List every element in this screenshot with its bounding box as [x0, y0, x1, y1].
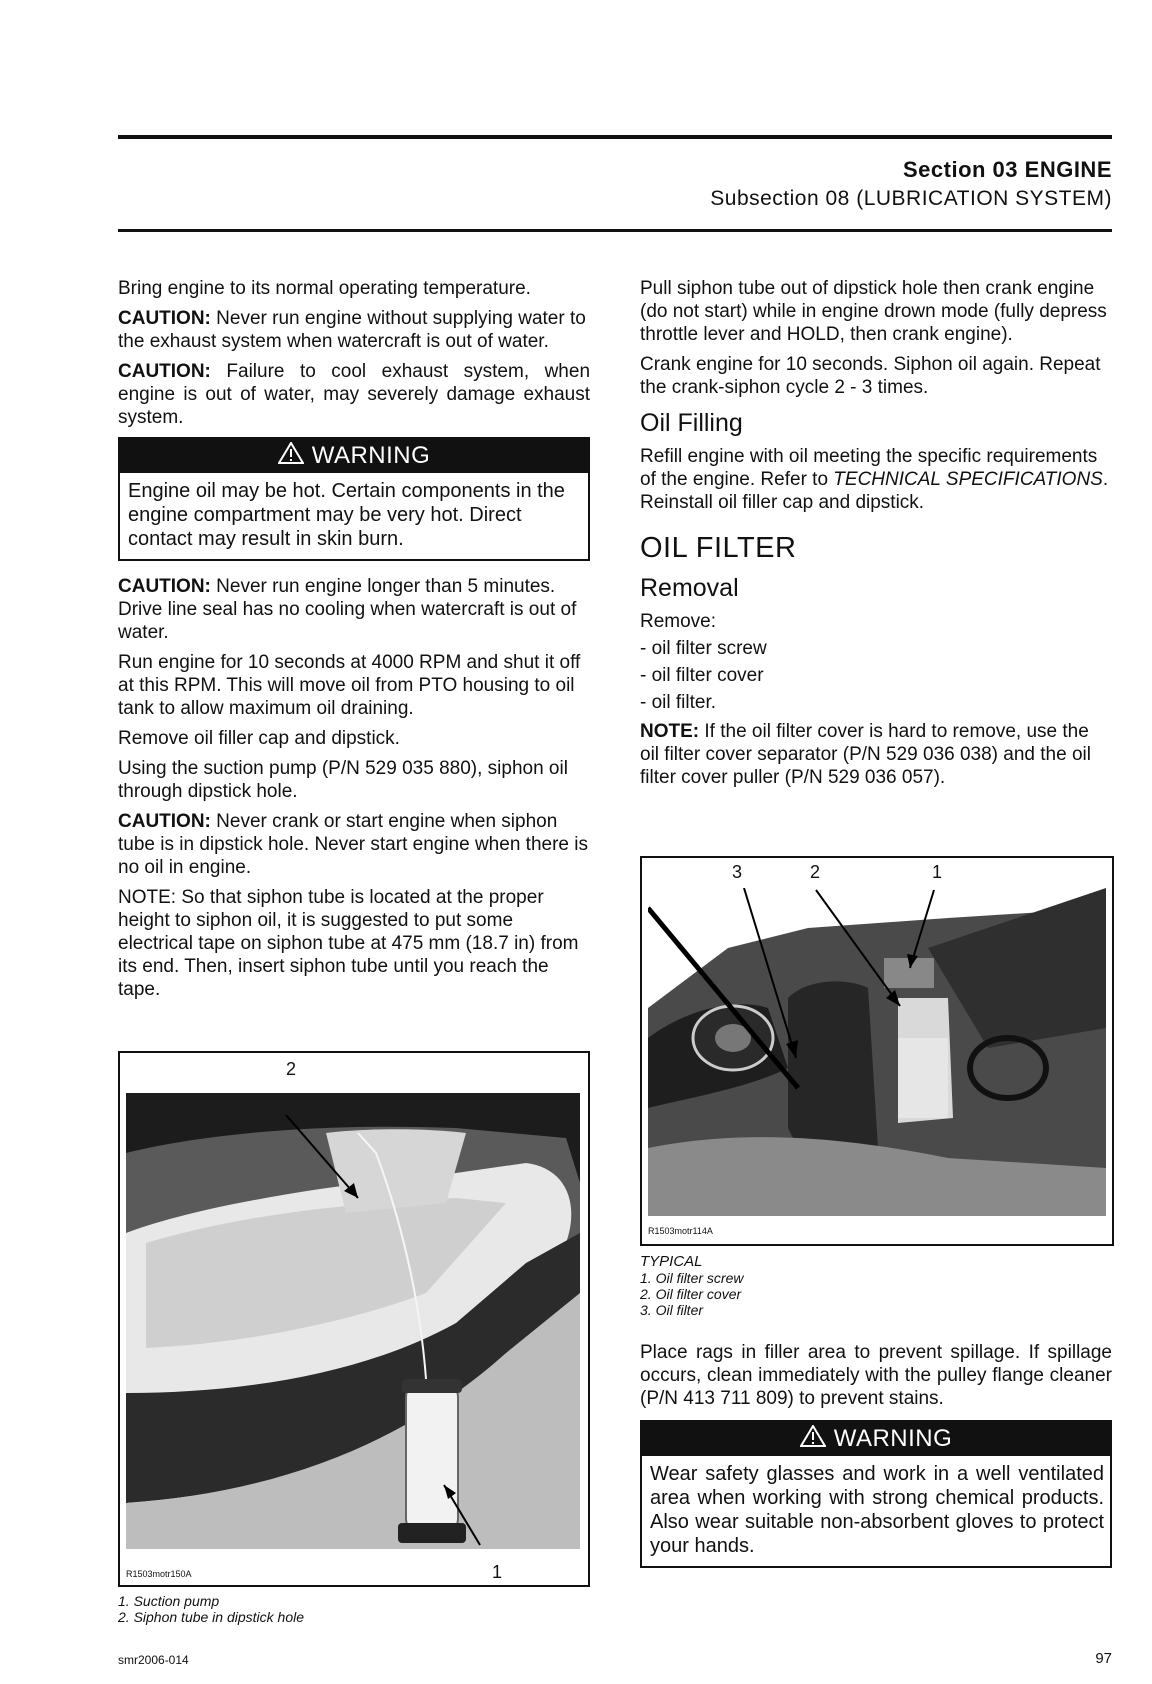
text-span: . Reinstall oil filler cap and dipstick.: [640, 469, 1109, 513]
heading-oil-filling: Oil Filling: [640, 409, 743, 437]
text-span: Refill engine with oil meeting the specific requirements of the engine. Refer to: [640, 446, 1098, 490]
watercraft-photo: [126, 1093, 580, 1549]
note-text: If the oil filter cover is hard to remove, use the oil filter cover separator (P/N 529 036 038) and the oil filter cover puller (P/N 529 036 057).: [640, 721, 1091, 788]
footer-doc-code: smr2006-014: [118, 1653, 189, 1667]
remove-label: Remove:: [640, 611, 717, 632]
note: [640, 720, 1112, 789]
note: [118, 886, 590, 1001]
warning-box: [640, 1420, 1112, 1568]
paragraph: Place rags in filler area to prevent spillage. If spillage occurs, clean immediately with the pulley flange cleaner (P/N 413 711 809) to prevent stains.: [640, 1342, 1112, 1409]
paragraph: Run engine for 10 seconds at 4000 RPM and shut it off at this RPM. This will move oil from PTO housing to oil tank to allow maximum oil draining.: [118, 652, 581, 719]
caution-label: CAUTION:: [118, 361, 211, 382]
caution-label: CAUTION:: [118, 576, 211, 597]
list-item: - oil filter.: [640, 689, 1112, 716]
top-rule: [118, 135, 1112, 139]
list-item: - oil filter screw: [640, 635, 1112, 662]
warning-title: WARNING: [311, 442, 431, 469]
warning-box: [118, 437, 590, 561]
header-bottom-rule: [118, 229, 1112, 232]
heading-removal: Removal: [640, 574, 739, 602]
caption-item: 2. Siphon tube in dipstick hole: [118, 1609, 305, 1625]
callout-1: 1: [932, 862, 943, 882]
note-label: NOTE:: [640, 721, 700, 742]
caution-note: [118, 575, 590, 644]
paragraph: Pull siphon tube out of dipstick hole then crank engine (do not start) while in engine drown mode (fully depress throttle lever and HOLD, then crank engine).: [640, 278, 1107, 345]
note-label: NOTE:: [118, 887, 177, 908]
note-text: So that siphon tube is located at the proper height to siphon oil, it is suggested to put some electrical tape on siphon tube at 475 mm (18.7 in) from its end. Then, insert siphon tube until you reach the tape.: [118, 887, 579, 1000]
caution-text: Never run engine longer than 5 minutes. Drive line seal has no cooling when watercraft is out of water.: [118, 576, 577, 643]
page-number: 97: [1095, 1650, 1112, 1667]
caption-item: 1. Suction pump: [118, 1593, 220, 1609]
paragraph: [640, 445, 1112, 514]
reference-link: TECHNICAL SPECIFICATIONS: [833, 469, 1103, 490]
paragraph: Crank engine for 10 seconds. Siphon oil again. Repeat the crank-siphon cycle 2 - 3 times.: [640, 354, 1101, 398]
figure-code: R1503motr150A: [126, 1569, 192, 1579]
section-title: Section 03 ENGINE: [902, 157, 1112, 182]
caution-label: CAUTION:: [118, 811, 211, 832]
subsection-title: Subsection 08 (LUBRICATION SYSTEM): [710, 187, 1112, 210]
figure-code: R1503motr114A: [648, 1226, 713, 1236]
callout-2: 2: [286, 1059, 297, 1079]
warning-triangle-icon: [800, 1423, 826, 1457]
paragraph: Bring engine to its normal operating temperature.: [118, 278, 531, 299]
right-column-bottom: [640, 1341, 1112, 1582]
remove-list: [640, 635, 1112, 716]
warning-header: [642, 1422, 1110, 1456]
callout-1: 1: [492, 1562, 503, 1582]
caution-text: Never crank or start engine when siphon tube is in dipstick hole. Never start engine when there is no oil in engine.: [118, 811, 588, 878]
paragraph: Remove oil filler cap and dipstick.: [118, 728, 400, 749]
caution-note: [118, 360, 590, 429]
warning-text: Wear safety glasses and work in a well ventilated area when working with strong chemical products. Also wear suitable non-absorbent gloves to protect your hands.: [650, 1463, 1104, 1557]
caption-title: TYPICAL: [640, 1253, 703, 1270]
caption-item: 1. Oil filter screw: [640, 1270, 744, 1286]
figure-caption: [118, 1593, 304, 1625]
caution-note: [118, 810, 590, 879]
caution-note: [118, 307, 590, 353]
list-item: - oil filter cover: [640, 662, 1112, 689]
figure-caption: [640, 1254, 743, 1318]
figure-oil-filter: [640, 856, 1114, 1246]
caption-item: 3. Oil filter: [640, 1302, 704, 1318]
figure-suction-pump: [118, 1051, 590, 1587]
caution-text: Failure to cool exhaust system, when engine is out of water, may severely damage exhaust system.: [118, 361, 591, 428]
right-column: [640, 277, 1112, 796]
caption-item: 2. Oil filter cover: [640, 1286, 742, 1302]
warning-title: WARNING: [833, 1425, 953, 1452]
callout-2: 2: [810, 862, 821, 882]
caution-text: Never run engine without supplying water to the exhaust system when watercraft is out of water.: [118, 308, 586, 352]
paragraph: Using the suction pump (P/N 529 035 880), siphon oil through dipstick hole.: [118, 758, 568, 802]
caution-label: CAUTION:: [118, 308, 211, 329]
oil-filter-photo: [648, 888, 1106, 1216]
warning-triangle-icon: [278, 440, 304, 474]
warning-text: Engine oil may be hot. Certain components in the engine compartment may be very hot. Direct contact may result in skin burn.: [128, 480, 565, 550]
heading-oil-filter: OIL FILTER: [640, 532, 797, 564]
warning-header: [120, 439, 588, 473]
left-column: [118, 277, 590, 1008]
callout-3: 3: [732, 862, 743, 882]
